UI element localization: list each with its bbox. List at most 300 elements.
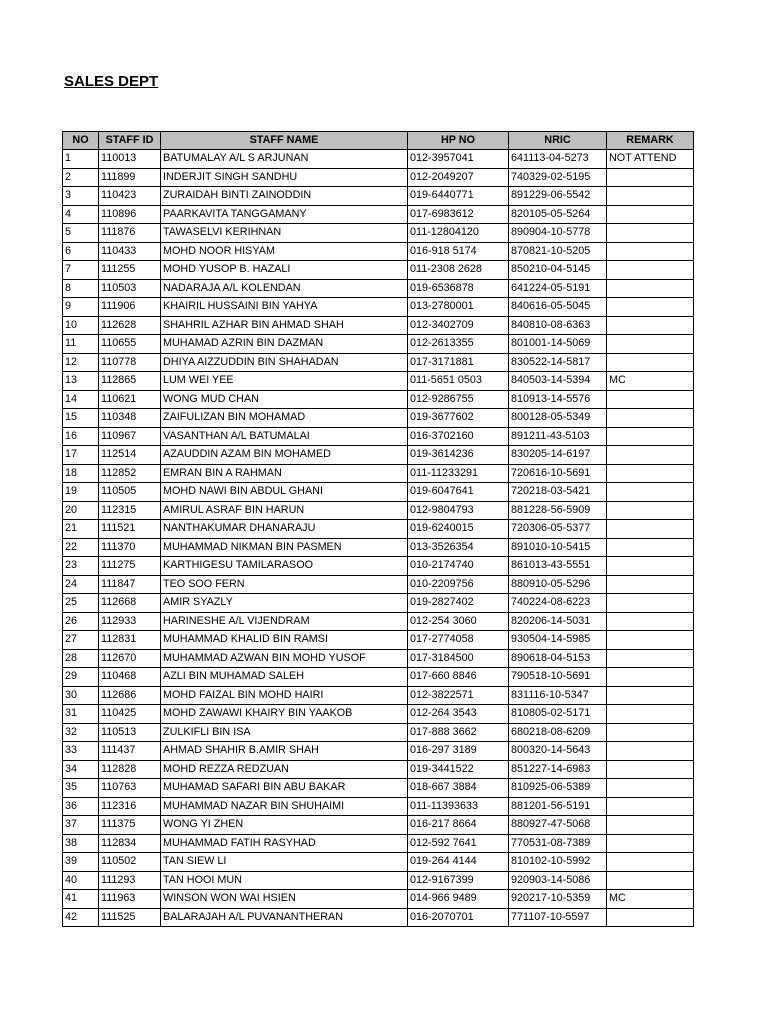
cell-no: 10 <box>63 316 99 335</box>
cell-staff-id: 112315 <box>99 501 161 520</box>
cell-remark <box>607 871 694 890</box>
cell-hp-no: 012-2049207 <box>408 168 509 187</box>
table-row <box>63 409 694 428</box>
cell-no: 30 <box>63 686 99 705</box>
cell-no: 29 <box>63 668 99 687</box>
cell-nric: 881201-56-5191 <box>509 797 607 816</box>
cell-nric: 720218-03-5421 <box>509 483 607 502</box>
cell-staff-name: VASANTHAN A/L BATUMALAI <box>161 427 408 446</box>
cell-remark <box>607 261 694 280</box>
cell-remark <box>607 649 694 668</box>
cell-hp-no: 010-2209756 <box>408 575 509 594</box>
cell-nric: 850210-04-5145 <box>509 261 607 280</box>
cell-staff-id: 111906 <box>99 298 161 317</box>
cell-staff-id: 111521 <box>99 520 161 539</box>
cell-no: 27 <box>63 631 99 650</box>
table-row <box>63 538 694 557</box>
cell-remark <box>607 446 694 465</box>
cell-hp-no: 019-6240015 <box>408 520 509 539</box>
cell-staff-name: AMIR SYAZLY <box>161 594 408 613</box>
cell-staff-name: KARTHIGESU TAMILARASOO <box>161 557 408 576</box>
cell-staff-id: 112628 <box>99 316 161 335</box>
cell-staff-id: 111899 <box>99 168 161 187</box>
table-row <box>63 557 694 576</box>
table-row <box>63 372 694 391</box>
cell-nric: 830205-14-6197 <box>509 446 607 465</box>
table-header-row <box>63 132 694 150</box>
cell-no: 18 <box>63 464 99 483</box>
cell-nric: 890618-04-5153 <box>509 649 607 668</box>
table-row <box>63 446 694 465</box>
cell-nric: 740329-02-5195 <box>509 168 607 187</box>
cell-nric: 851227-14-6983 <box>509 760 607 779</box>
cell-remark <box>607 483 694 502</box>
cell-staff-id: 112834 <box>99 834 161 853</box>
cell-staff-name: TAWASELVI KERIHNAN <box>161 224 408 243</box>
table-row <box>63 261 694 280</box>
table-row <box>63 594 694 613</box>
cell-nric: 880910-05-5296 <box>509 575 607 594</box>
cell-remark <box>607 353 694 372</box>
cell-no: 12 <box>63 353 99 372</box>
cell-hp-no: 019-3614236 <box>408 446 509 465</box>
cell-remark <box>607 612 694 631</box>
cell-hp-no: 016-918 5174 <box>408 242 509 261</box>
cell-no: 22 <box>63 538 99 557</box>
cell-hp-no: 019-6536878 <box>408 279 509 298</box>
cell-remark <box>607 742 694 761</box>
cell-hp-no: 019-3441522 <box>408 760 509 779</box>
table-row <box>63 575 694 594</box>
cell-remark <box>607 908 694 927</box>
cell-remark: MC <box>607 372 694 391</box>
cell-staff-name: MOHD ZAWAWI KHAIRY BIN YAAKOB <box>161 705 408 724</box>
cell-staff-id: 110502 <box>99 853 161 872</box>
cell-staff-id: 112852 <box>99 464 161 483</box>
cell-no: 15 <box>63 409 99 428</box>
cell-hp-no: 016-2070701 <box>408 908 509 927</box>
cell-nric: 720306-05-5377 <box>509 520 607 539</box>
cell-no: 23 <box>63 557 99 576</box>
table-row <box>63 816 694 835</box>
table-row <box>63 797 694 816</box>
cell-remark <box>607 594 694 613</box>
cell-hp-no: 012-9167399 <box>408 871 509 890</box>
cell-no: 41 <box>63 890 99 909</box>
cell-hp-no: 012-3402709 <box>408 316 509 335</box>
cell-no: 38 <box>63 834 99 853</box>
cell-nric: 880927-47-5068 <box>509 816 607 835</box>
cell-staff-name: MUHAMMAD AZWAN BIN MOHD YUSOF <box>161 649 408 668</box>
cell-staff-id: 110621 <box>99 390 161 409</box>
table-row <box>63 853 694 872</box>
cell-no: 34 <box>63 760 99 779</box>
cell-staff-name: MUHAMMAD FATIH RASYHAD <box>161 834 408 853</box>
table-row <box>63 631 694 650</box>
column-header-no: NO <box>63 132 99 150</box>
cell-hp-no: 017-888 3662 <box>408 723 509 742</box>
cell-hp-no: 019-3677602 <box>408 409 509 428</box>
cell-staff-name: KHAIRIL HUSSAINI BIN YAHYA <box>161 298 408 317</box>
cell-staff-id: 111437 <box>99 742 161 761</box>
cell-no: 16 <box>63 427 99 446</box>
cell-no: 3 <box>63 187 99 206</box>
cell-hp-no: 012-9286755 <box>408 390 509 409</box>
column-header-staff-id: STAFF ID <box>99 132 161 150</box>
cell-remark <box>607 279 694 298</box>
cell-hp-no: 012-3822571 <box>408 686 509 705</box>
cell-staff-id: 111847 <box>99 575 161 594</box>
table-row <box>63 908 694 927</box>
cell-nric: 801001-14-5069 <box>509 335 607 354</box>
cell-hp-no: 012-592 7641 <box>408 834 509 853</box>
cell-staff-id: 110896 <box>99 205 161 224</box>
cell-nric: 790518-10-5691 <box>509 668 607 687</box>
cell-hp-no: 011-11233291 <box>408 464 509 483</box>
cell-hp-no: 017-6983612 <box>408 205 509 224</box>
cell-no: 28 <box>63 649 99 668</box>
cell-hp-no: 011-5651 0503 <box>408 372 509 391</box>
cell-staff-id: 110513 <box>99 723 161 742</box>
cell-hp-no: 016-217 8664 <box>408 816 509 835</box>
cell-no: 24 <box>63 575 99 594</box>
table-row <box>63 890 694 909</box>
cell-no: 20 <box>63 501 99 520</box>
table-row <box>63 742 694 761</box>
cell-no: 19 <box>63 483 99 502</box>
cell-nric: 930504-14-5985 <box>509 631 607 650</box>
cell-staff-id: 112933 <box>99 612 161 631</box>
cell-hp-no: 012-264 3543 <box>408 705 509 724</box>
cell-remark <box>607 187 694 206</box>
cell-staff-id: 111525 <box>99 908 161 927</box>
cell-remark <box>607 816 694 835</box>
page-title: SALES DEPT <box>64 73 159 90</box>
cell-no: 32 <box>63 723 99 742</box>
table-row <box>63 205 694 224</box>
cell-staff-id: 111375 <box>99 816 161 835</box>
cell-no: 11 <box>63 335 99 354</box>
cell-staff-id: 112316 <box>99 797 161 816</box>
cell-nric: 771107-10-5597 <box>509 908 607 927</box>
table-row <box>63 501 694 520</box>
cell-nric: 891010-10-5415 <box>509 538 607 557</box>
cell-hp-no: 016-3702160 <box>408 427 509 446</box>
cell-nric: 890904-10-5778 <box>509 224 607 243</box>
cell-no: 2 <box>63 168 99 187</box>
table-row <box>63 649 694 668</box>
cell-staff-name: AMIRUL ASRAF BIN HARUN <box>161 501 408 520</box>
cell-no: 6 <box>63 242 99 261</box>
cell-staff-name: WONG MUD CHAN <box>161 390 408 409</box>
cell-remark <box>607 668 694 687</box>
cell-staff-name: MOHD FAIZAL BIN MOHD HAIRI <box>161 686 408 705</box>
cell-hp-no: 010-2174740 <box>408 557 509 576</box>
column-header-staff-name: STAFF NAME <box>161 132 408 150</box>
table-row <box>63 427 694 446</box>
cell-no: 31 <box>63 705 99 724</box>
cell-remark <box>607 501 694 520</box>
cell-staff-name: DHIYA AIZZUDDIN BIN SHAHADAN <box>161 353 408 372</box>
cell-staff-name: MOHD NAWI BIN ABDUL GHANI <box>161 483 408 502</box>
cell-nric: 800128-05-5349 <box>509 409 607 428</box>
cell-remark <box>607 335 694 354</box>
table-row <box>63 390 694 409</box>
cell-staff-name: SHAHRIL AZHAR BIN AHMAD SHAH <box>161 316 408 335</box>
cell-staff-id: 112865 <box>99 372 161 391</box>
cell-hp-no: 016-297 3189 <box>408 742 509 761</box>
cell-staff-id: 110425 <box>99 705 161 724</box>
cell-remark <box>607 224 694 243</box>
cell-no: 42 <box>63 908 99 927</box>
cell-remark <box>607 242 694 261</box>
cell-remark <box>607 723 694 742</box>
cell-staff-name: MUHAMAD AZRIN BIN DAZMAN <box>161 335 408 354</box>
cell-nric: 840810-08-6363 <box>509 316 607 335</box>
cell-nric: 861013-43-5551 <box>509 557 607 576</box>
staff-table <box>62 131 694 927</box>
cell-staff-name: NADARAJA A/L KOLENDAN <box>161 279 408 298</box>
cell-staff-name: NANTHAKUMAR DHANARAJU <box>161 520 408 539</box>
cell-staff-id: 111293 <box>99 871 161 890</box>
cell-remark <box>607 205 694 224</box>
cell-hp-no: 019-6440771 <box>408 187 509 206</box>
table-row <box>63 779 694 798</box>
table-row <box>63 686 694 705</box>
cell-remark <box>607 834 694 853</box>
cell-staff-name: ZULKIFLI BIN ISA <box>161 723 408 742</box>
cell-no: 1 <box>63 150 99 169</box>
cell-no: 36 <box>63 797 99 816</box>
cell-nric: 920217-10-5359 <box>509 890 607 909</box>
table-row <box>63 668 694 687</box>
cell-nric: 641224-05-5191 <box>509 279 607 298</box>
cell-staff-id: 110013 <box>99 150 161 169</box>
table-row <box>63 723 694 742</box>
cell-remark <box>607 557 694 576</box>
cell-remark <box>607 298 694 317</box>
column-header-hp-no: HP NO <box>408 132 509 150</box>
cell-staff-name: EMRAN BIN A RAHMAN <box>161 464 408 483</box>
cell-remark <box>607 409 694 428</box>
cell-no: 17 <box>63 446 99 465</box>
table-row <box>63 335 694 354</box>
table-row <box>63 871 694 890</box>
cell-nric: 810805-02-5171 <box>509 705 607 724</box>
cell-nric: 641113-04-5273 <box>509 150 607 169</box>
cell-staff-name: MUHAMMAD KHALID BIN RAMSI <box>161 631 408 650</box>
cell-remark <box>607 390 694 409</box>
cell-staff-name: AZLI BIN MUHAMAD SALEH <box>161 668 408 687</box>
cell-hp-no: 014-966 9489 <box>408 890 509 909</box>
cell-nric: 840503-14-5394 <box>509 372 607 391</box>
cell-staff-name: BALARAJAH A/L PUVANANTHERAN <box>161 908 408 927</box>
cell-nric: 740224-08-6223 <box>509 594 607 613</box>
cell-staff-id: 110655 <box>99 335 161 354</box>
cell-staff-id: 110763 <box>99 779 161 798</box>
cell-staff-name: MOHD YUSOP B. HAZALI <box>161 261 408 280</box>
cell-nric: 891211-43-5103 <box>509 427 607 446</box>
cell-nric: 840616-05-5045 <box>509 298 607 317</box>
cell-nric: 870821-10-5205 <box>509 242 607 261</box>
cell-staff-name: TAN HOOI MUN <box>161 871 408 890</box>
cell-remark <box>607 168 694 187</box>
cell-staff-name: BATUMALAY A/L S ARJUNAN <box>161 150 408 169</box>
cell-staff-id: 112831 <box>99 631 161 650</box>
cell-staff-id: 110778 <box>99 353 161 372</box>
cell-remark <box>607 631 694 650</box>
cell-hp-no: 012-2613355 <box>408 335 509 354</box>
cell-no: 13 <box>63 372 99 391</box>
cell-hp-no: 018-667 3884 <box>408 779 509 798</box>
cell-no: 37 <box>63 816 99 835</box>
cell-staff-id: 112514 <box>99 446 161 465</box>
table-row <box>63 834 694 853</box>
cell-staff-name: WONG YI ZHEN <box>161 816 408 835</box>
cell-nric: 881228-56-5909 <box>509 501 607 520</box>
cell-staff-name: TEO SOO FERN <box>161 575 408 594</box>
table-row <box>63 705 694 724</box>
cell-no: 7 <box>63 261 99 280</box>
cell-staff-name: MUHAMMAD NIKMAN BIN PASMEN <box>161 538 408 557</box>
cell-no: 21 <box>63 520 99 539</box>
table-row <box>63 168 694 187</box>
column-header-remark: REMARK <box>607 132 694 150</box>
cell-staff-name: MOHD REZZA REDZUAN <box>161 760 408 779</box>
cell-staff-id: 110348 <box>99 409 161 428</box>
cell-hp-no: 019-2827402 <box>408 594 509 613</box>
cell-nric: 820105-05-5264 <box>509 205 607 224</box>
cell-hp-no: 017-3184500 <box>408 649 509 668</box>
cell-remark <box>607 427 694 446</box>
table-row <box>63 224 694 243</box>
cell-hp-no: 011-2308 2628 <box>408 261 509 280</box>
cell-staff-id: 110505 <box>99 483 161 502</box>
column-header-nric: NRIC <box>509 132 607 150</box>
cell-staff-name: INDERJIT SINGH SANDHU <box>161 168 408 187</box>
cell-nric: 830522-14-5817 <box>509 353 607 372</box>
cell-nric: 820206-14-5031 <box>509 612 607 631</box>
cell-staff-id: 111255 <box>99 261 161 280</box>
cell-staff-id: 110433 <box>99 242 161 261</box>
cell-hp-no: 017-3171881 <box>408 353 509 372</box>
cell-staff-id: 110468 <box>99 668 161 687</box>
table-body <box>63 150 694 927</box>
cell-hp-no: 017-2774058 <box>408 631 509 650</box>
cell-remark: MC <box>607 890 694 909</box>
table-row <box>63 612 694 631</box>
cell-hp-no: 019-6047641 <box>408 483 509 502</box>
cell-staff-name: MUHAMAD SAFARI BIN ABU BAKAR <box>161 779 408 798</box>
cell-no: 8 <box>63 279 99 298</box>
cell-hp-no: 013-2780001 <box>408 298 509 317</box>
cell-staff-id: 111370 <box>99 538 161 557</box>
cell-nric: 920903-14-5086 <box>509 871 607 890</box>
cell-no: 25 <box>63 594 99 613</box>
cell-remark <box>607 705 694 724</box>
cell-staff-id: 112828 <box>99 760 161 779</box>
cell-staff-name: WINSON WON WAI HSIEN <box>161 890 408 909</box>
cell-remark: NOT ATTEND <box>607 150 694 169</box>
cell-staff-name: HARINESHE A/L VIJENDRAM <box>161 612 408 631</box>
cell-remark <box>607 464 694 483</box>
table-row <box>63 279 694 298</box>
cell-hp-no: 011-12804120 <box>408 224 509 243</box>
cell-no: 9 <box>63 298 99 317</box>
cell-no: 33 <box>63 742 99 761</box>
cell-nric: 831116-10-5347 <box>509 686 607 705</box>
cell-nric: 810913-14-5576 <box>509 390 607 409</box>
cell-nric: 810102-10-5992 <box>509 853 607 872</box>
cell-remark <box>607 686 694 705</box>
cell-remark <box>607 779 694 798</box>
table-row <box>63 150 694 169</box>
cell-staff-name: TAN SIEW LI <box>161 853 408 872</box>
cell-staff-name: AZAUDDIN AZAM BIN MOHAMED <box>161 446 408 465</box>
cell-remark <box>607 853 694 872</box>
table-row <box>63 520 694 539</box>
cell-staff-name: MUHAMMAD NAZAR BIN SHUHAIMI <box>161 797 408 816</box>
cell-staff-id: 110967 <box>99 427 161 446</box>
cell-staff-id: 110503 <box>99 279 161 298</box>
table-row <box>63 760 694 779</box>
cell-hp-no: 012-9804793 <box>408 501 509 520</box>
cell-no: 4 <box>63 205 99 224</box>
cell-no: 35 <box>63 779 99 798</box>
table-row <box>63 353 694 372</box>
table-row <box>63 187 694 206</box>
cell-no: 14 <box>63 390 99 409</box>
cell-hp-no: 013-3526354 <box>408 538 509 557</box>
cell-nric: 680218-08-6209 <box>509 723 607 742</box>
cell-hp-no: 012-3957041 <box>408 150 509 169</box>
cell-remark <box>607 538 694 557</box>
cell-staff-id: 111275 <box>99 557 161 576</box>
cell-nric: 720616-10-5691 <box>509 464 607 483</box>
cell-hp-no: 011-11393633 <box>408 797 509 816</box>
cell-hp-no: 012-254 3060 <box>408 612 509 631</box>
cell-staff-id: 111876 <box>99 224 161 243</box>
cell-nric: 800320-14-5643 <box>509 742 607 761</box>
cell-remark <box>607 316 694 335</box>
cell-staff-id: 112668 <box>99 594 161 613</box>
cell-nric: 770531-08-7389 <box>509 834 607 853</box>
cell-remark <box>607 575 694 594</box>
table-row <box>63 464 694 483</box>
table-row <box>63 483 694 502</box>
cell-hp-no: 017-660 8846 <box>408 668 509 687</box>
cell-staff-name: MOHD NOOR HISYAM <box>161 242 408 261</box>
cell-staff-name: LUM WEI YEE <box>161 372 408 391</box>
cell-nric: 810925-06-5389 <box>509 779 607 798</box>
cell-staff-id: 112686 <box>99 686 161 705</box>
table-row <box>63 316 694 335</box>
cell-no: 5 <box>63 224 99 243</box>
cell-remark <box>607 760 694 779</box>
cell-staff-id: 111963 <box>99 890 161 909</box>
cell-staff-name: PAARKAVITA TANGGAMANY <box>161 205 408 224</box>
cell-nric: 891229-06-5542 <box>509 187 607 206</box>
cell-staff-name: AHMAD SHAHIR B.AMIR SHAH <box>161 742 408 761</box>
cell-staff-id: 110423 <box>99 187 161 206</box>
cell-remark <box>607 520 694 539</box>
table-row <box>63 242 694 261</box>
table-row <box>63 298 694 317</box>
cell-staff-name: ZURAIDAH BINTI ZAINODDIN <box>161 187 408 206</box>
cell-hp-no: 019-264 4144 <box>408 853 509 872</box>
cell-no: 39 <box>63 853 99 872</box>
cell-no: 40 <box>63 871 99 890</box>
